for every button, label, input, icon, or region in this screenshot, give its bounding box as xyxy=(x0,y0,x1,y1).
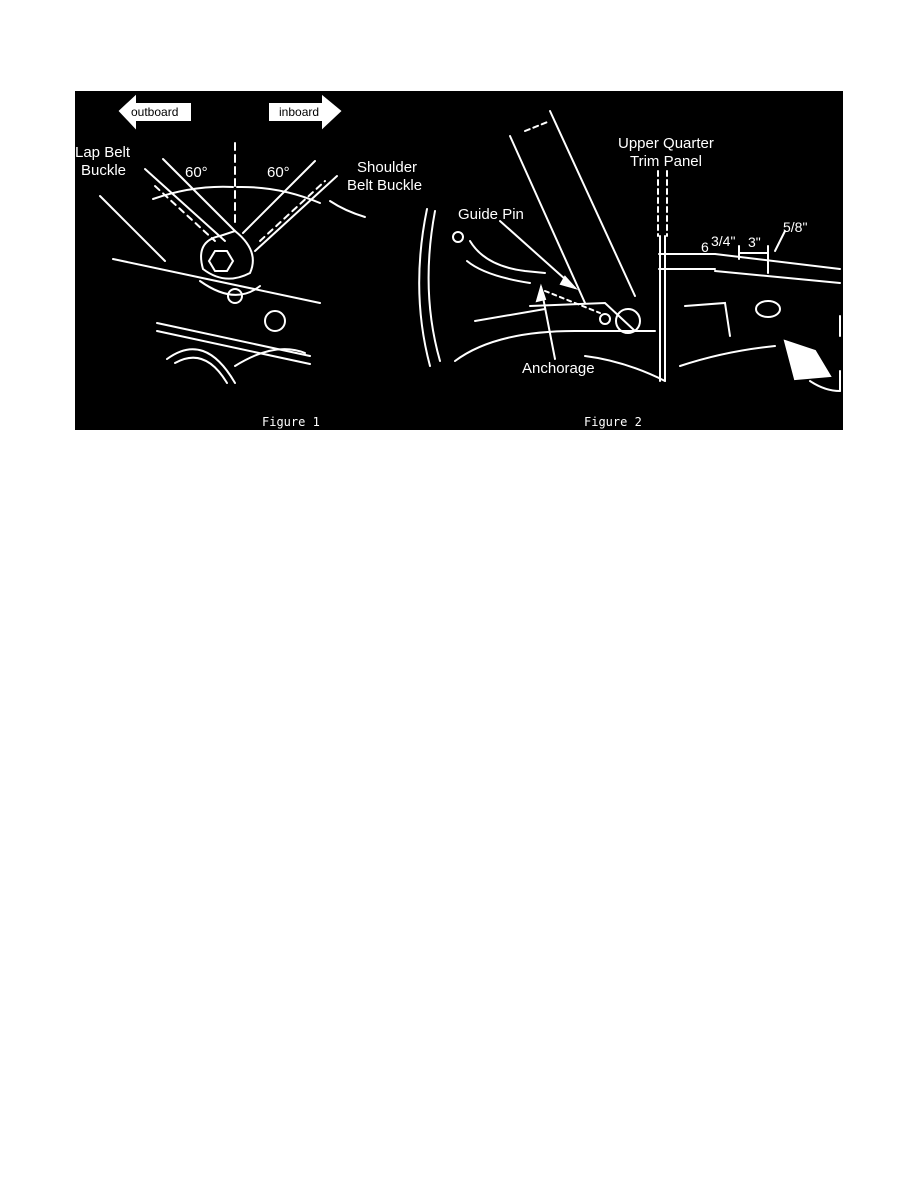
anchor-bolt xyxy=(228,289,242,303)
anchor-washer xyxy=(265,311,285,331)
figure-panel xyxy=(75,91,843,430)
anchorage-label: Anchorage xyxy=(522,360,595,377)
figure-1-caption: Figure 1 xyxy=(262,415,320,429)
anchorage-bolt xyxy=(616,309,640,333)
line-drawing xyxy=(75,91,843,430)
shoulder-belt-label-2: Belt Buckle xyxy=(347,177,423,194)
bolt-head xyxy=(209,251,233,271)
dim-b-label: 3/4" xyxy=(711,233,736,249)
shoulder-belt-strap xyxy=(243,161,337,251)
dim-d-label: 5/8" xyxy=(783,219,808,235)
upper-quarter-label-1: Upper Quarter xyxy=(618,135,714,152)
upper-quarter-label-2: Trim Panel xyxy=(630,153,702,170)
angle-arc-right xyxy=(237,187,320,203)
lap-belt-label-2: Buckle xyxy=(81,162,127,179)
figure-2-caption: Figure 2 xyxy=(584,415,642,429)
inboard-label: inboard xyxy=(279,105,320,119)
dim-a-label: 6 xyxy=(701,239,709,255)
outboard-label: outboard xyxy=(131,105,179,119)
guide-pin-label: Guide Pin xyxy=(458,206,524,223)
dim-c-label: 3" xyxy=(748,234,761,250)
belt-webbing xyxy=(510,111,635,303)
left-pillar xyxy=(429,211,440,361)
shoulder-belt-label-1: Shoulder xyxy=(357,159,418,176)
angle-right-label: 60° xyxy=(267,164,290,181)
lap-belt-label-1: Lap Belt xyxy=(75,144,131,161)
angle-left-label: 60° xyxy=(185,164,208,181)
